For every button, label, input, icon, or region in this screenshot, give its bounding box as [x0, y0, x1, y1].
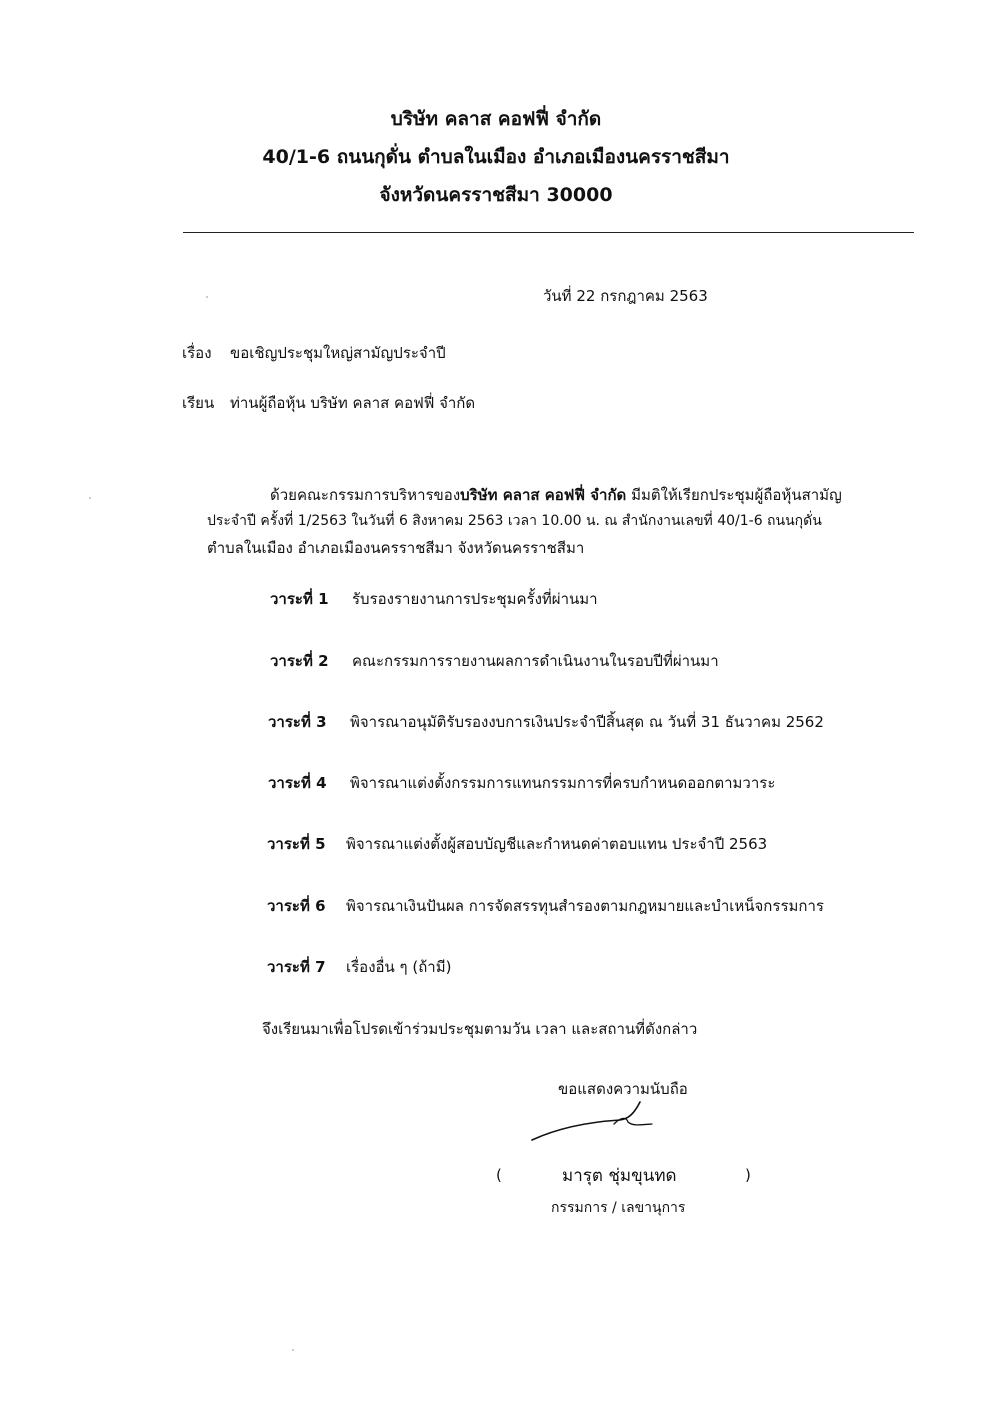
recipient-text: ท่านผู้ถือหุ้น บริษัท คลาส คอฟฟี่ จำกัด	[230, 394, 476, 412]
company-address: 40/1-6 ถนนกุดั่น ตำบลในเมือง อำเภอเมืองนครราชสีมา	[262, 146, 730, 168]
agenda-item	[267, 955, 326, 979]
regards-text: ขอแสดงความนับถือ	[558, 1080, 688, 1098]
letter-date: วันที่ 22 กรกฎาคม 2563	[543, 287, 708, 305]
agenda-label: วาระที่ 7	[267, 958, 326, 976]
agenda-text: พิจารณาอนุมัติรับรองงบการเงินประจำปีสิ้นสุด ณ วันที่ 31 ธันวาคม 2562	[350, 713, 824, 731]
body-company-bold: บริษัท คลาส คอฟฟี่ จำกัด	[460, 486, 627, 504]
company-province: จังหวัดนครราชสีมา 30000	[379, 184, 613, 206]
signature-image	[528, 1098, 658, 1148]
header-divider	[183, 232, 914, 233]
closing-text: จึงเรียนมาเพื่อโปรดเข้าร่วมประชุมตามวัน เวลา และสถานที่ดังกล่าว	[262, 1020, 698, 1038]
scan-speck	[292, 1349, 294, 1351]
signatory-name: มารุต ชุ่มขุนทด	[562, 1166, 677, 1186]
body-line-3: ตำบลในเมือง อำเภอเมืองนครราชสีมา จังหวัดนครราชสีมา	[207, 539, 585, 557]
subject-text: ขอเชิญประชุมใหญ่สามัญประจำปี	[230, 344, 446, 362]
agenda-label: วาระที่ 1	[270, 590, 329, 608]
agenda-item	[270, 649, 329, 673]
agenda-label: วาระที่ 3	[268, 713, 327, 731]
scan-speck	[206, 296, 208, 298]
body-line-1	[270, 483, 842, 507]
agenda-text: คณะกรรมการรายงานผลการดำเนินงานในรอบปีที่ผ่านมา	[352, 652, 719, 670]
agenda-item	[270, 587, 329, 611]
subject-label: เรื่อง	[182, 344, 212, 362]
agenda-item	[267, 894, 326, 918]
body-line-2: ประจำปี ครั้งที่ 1/2563 ในวันที่ 6 สิงหาคม 2563 เวลา 10.00 น. ณ สำนักงานเลขที่ 40/1-6 ถนนกุดั่น	[207, 513, 822, 529]
signatory-close-paren: )	[745, 1166, 751, 1184]
agenda-item	[268, 710, 327, 734]
agenda-label: วาระที่ 5	[267, 835, 326, 853]
agenda-item	[267, 832, 326, 856]
company-name: บริษัท คลาส คอฟฟี่ จำกัด	[390, 108, 602, 130]
scan-speck	[89, 497, 91, 499]
agenda-item	[268, 771, 327, 795]
agenda-text: พิจารณาเงินปันผล การจัดสรรทุนสำรองตามกฎหมายและบำเหน็จกรรมการ	[346, 897, 824, 915]
agenda-text: รับรองรายงานการประชุมครั้งที่ผ่านมา	[352, 590, 598, 608]
recipient-label: เรียน	[182, 394, 215, 412]
agenda-text: พิจารณาแต่งตั้งกรรมการแทนกรรมการที่ครบกำหนดออกตามวาระ	[350, 774, 776, 792]
agenda-label: วาระที่ 2	[270, 652, 329, 670]
agenda-label: วาระที่ 6	[267, 897, 326, 915]
agenda-text: พิจารณาแต่งตั้งผู้สอบบัญชีและกำหนดค่าตอบแทน ประจำปี 2563	[346, 835, 768, 853]
agenda-label: วาระที่ 4	[268, 774, 327, 792]
body-line-1-post: มีมติให้เรียกประชุมผู้ถือหุ้นสามัญ	[626, 486, 842, 504]
agenda-text: เรื่องอื่น ๆ (ถ้ามี)	[346, 958, 452, 976]
signatory-open-paren: (	[496, 1166, 502, 1184]
signatory-title: กรรมการ / เลขานุการ	[551, 1200, 686, 1216]
body-line-1-pre: ด้วยคณะกรรมการบริหารของ	[270, 486, 461, 504]
